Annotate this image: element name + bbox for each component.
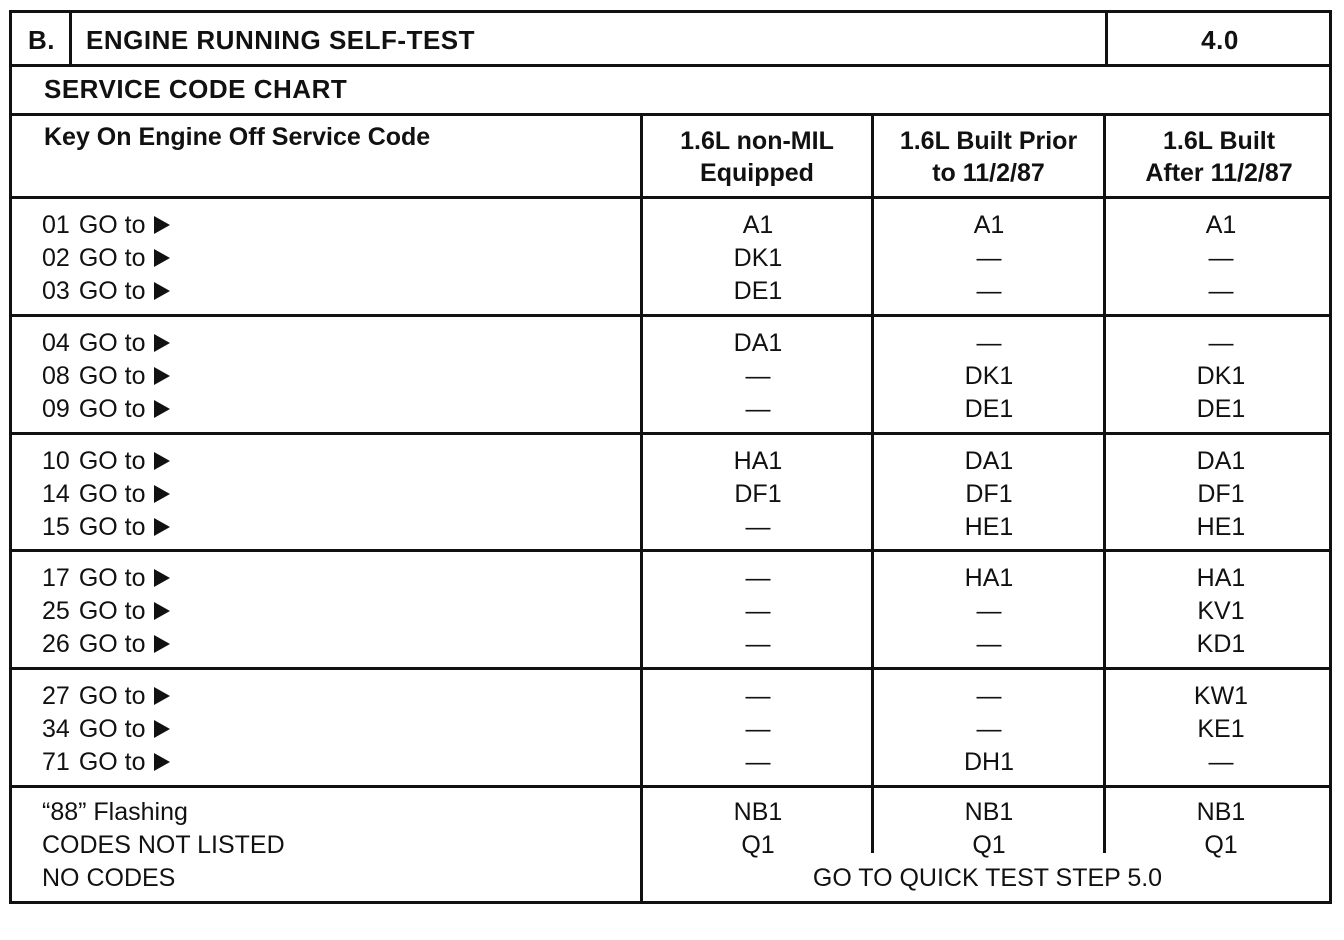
cell-value: KD1: [1196, 630, 1246, 658]
code-number: 27: [42, 682, 70, 710]
code-number: 15: [42, 513, 70, 541]
code-number: 71: [42, 748, 70, 776]
play-arrow-icon: [154, 367, 170, 385]
cell-value: DE1: [964, 395, 1014, 423]
goto-label: GO to: [78, 244, 146, 272]
cell-value: DE1: [733, 277, 783, 305]
cell-value: —: [745, 362, 771, 390]
service-code: [42, 746, 170, 779]
cell-value: —: [745, 564, 771, 592]
goto-label: GO to: [78, 480, 146, 508]
service-code: [42, 393, 170, 426]
cell-value: —: [745, 513, 771, 541]
divider: [12, 314, 1329, 317]
column-header-built-after: [1106, 125, 1332, 189]
cell-value: KE1: [1197, 715, 1245, 743]
code-number: 08: [42, 362, 70, 390]
divider: [12, 196, 1329, 199]
cell-value: KW1: [1193, 682, 1249, 710]
cell-value: DA1: [1196, 447, 1246, 475]
play-arrow-icon: [154, 753, 170, 771]
cell-value: —: [1208, 277, 1234, 305]
goto-label: GO to: [78, 682, 146, 710]
goto-label: GO to: [78, 211, 146, 239]
cell-value: —: [976, 244, 1002, 272]
cell-value: DE1: [1196, 395, 1246, 423]
cell-value: A1: [973, 211, 1005, 239]
code-number: 17: [42, 564, 70, 592]
cell-value: —: [1208, 748, 1234, 776]
divider: [12, 432, 1329, 435]
cell-value: NB1: [1196, 798, 1246, 826]
goto-label: GO to: [78, 277, 146, 305]
quick-test-instruction: GO TO QUICK TEST STEP 5.0: [812, 864, 1163, 892]
cell-value: HA1: [733, 447, 783, 475]
cell-value: DK1: [964, 362, 1014, 390]
cell-value: —: [976, 630, 1002, 658]
cell-value: —: [745, 715, 771, 743]
divider: [12, 549, 1329, 552]
cell-value: NB1: [964, 798, 1014, 826]
cell-value: —: [976, 715, 1002, 743]
play-arrow-icon: [154, 400, 170, 418]
column-header-line: 1.6L Built: [1162, 127, 1276, 155]
service-code: [42, 511, 170, 544]
service-code: [42, 209, 170, 242]
code-number: 14: [42, 480, 70, 508]
cell-value: A1: [742, 211, 774, 239]
column-header-code: Key On Engine Off Service Code: [44, 123, 431, 151]
goto-label: GO to: [78, 395, 146, 423]
cell-value: —: [976, 277, 1002, 305]
play-arrow-icon: [154, 282, 170, 300]
code-number: 01: [42, 211, 70, 239]
play-arrow-icon: [154, 720, 170, 738]
cell-value: DH1: [963, 748, 1014, 776]
goto-label: GO to: [78, 447, 146, 475]
code-number: 34: [42, 715, 70, 743]
cell-value: NB1: [733, 798, 783, 826]
service-code: [42, 327, 170, 360]
column-header-line: to 11/2/87: [932, 159, 1045, 187]
play-arrow-icon: [154, 602, 170, 620]
cell-value: —: [745, 682, 771, 710]
column-header-line: 1.6L Built Prior: [899, 127, 1078, 155]
cell-value: —: [745, 597, 771, 625]
cell-value: HA1: [1196, 564, 1246, 592]
play-arrow-icon: [154, 334, 170, 352]
goto-label: GO to: [78, 748, 146, 776]
service-code: [42, 445, 170, 478]
page-title: ENGINE RUNNING SELF-TEST: [86, 25, 476, 55]
code-number: 25: [42, 597, 70, 625]
code-number: 04: [42, 329, 70, 357]
cell-value: —: [976, 329, 1002, 357]
cell-value: HE1: [964, 513, 1014, 541]
column-header-non-mil: [643, 125, 871, 189]
play-arrow-icon: [154, 569, 170, 587]
play-arrow-icon: [154, 635, 170, 653]
cell-value: DA1: [733, 329, 783, 357]
play-arrow-icon: [154, 485, 170, 503]
service-code-chart: [9, 10, 1332, 904]
cell-value: —: [976, 597, 1002, 625]
footer-label-not-listed: CODES NOT LISTED: [42, 831, 285, 859]
cell-value: DF1: [734, 480, 782, 508]
goto-label: GO to: [78, 513, 146, 541]
cell-value: DK1: [733, 244, 783, 272]
service-code: [42, 275, 170, 308]
play-arrow-icon: [154, 216, 170, 234]
goto-label: GO to: [78, 715, 146, 743]
cell-value: DK1: [1196, 362, 1246, 390]
goto-label: GO to: [78, 329, 146, 357]
service-code: [42, 360, 170, 393]
cell-value: Q1: [741, 831, 775, 859]
cell-value: DF1: [1197, 480, 1245, 508]
section-label: B.: [28, 25, 55, 55]
column-header-line: Equipped: [700, 159, 814, 187]
cell-value: Q1: [972, 831, 1006, 859]
play-arrow-icon: [154, 452, 170, 470]
goto-label: GO to: [78, 597, 146, 625]
cell-value: —: [1208, 329, 1234, 357]
divider: [69, 13, 72, 64]
service-code: [42, 713, 170, 746]
goto-label: GO to: [78, 630, 146, 658]
divider: [12, 113, 1329, 116]
divider: [12, 64, 1329, 67]
footer-label-flashing: “88” Flashing: [42, 798, 188, 826]
cell-value: Q1: [1204, 831, 1238, 859]
cell-value: A1: [1205, 211, 1237, 239]
footer-label-no-codes: NO CODES: [42, 864, 176, 892]
play-arrow-icon: [154, 518, 170, 536]
cell-value: —: [1208, 244, 1234, 272]
code-number: 02: [42, 244, 70, 272]
column-header-built-prior: [874, 125, 1103, 189]
cell-value: HA1: [964, 564, 1014, 592]
service-code: [42, 242, 170, 275]
column-header-line: After 11/2/87: [1145, 159, 1293, 187]
service-code: [42, 478, 170, 511]
code-number: 09: [42, 395, 70, 423]
service-code: [42, 562, 170, 595]
code-number: 10: [42, 447, 70, 475]
divider: [12, 785, 1329, 788]
goto-label: GO to: [78, 362, 146, 390]
column-header-line: 1.6L non-MIL: [680, 127, 834, 155]
cell-value: —: [745, 395, 771, 423]
code-number: 03: [42, 277, 70, 305]
goto-label: GO to: [78, 564, 146, 592]
cell-value: —: [745, 748, 771, 776]
cell-value: DA1: [964, 447, 1014, 475]
step-number: 4.0: [1201, 25, 1239, 55]
cell-value: —: [976, 682, 1002, 710]
cell-value: KV1: [1197, 597, 1245, 625]
play-arrow-icon: [154, 687, 170, 705]
service-code: [42, 680, 170, 713]
chart-subtitle: SERVICE CODE CHART: [44, 74, 348, 104]
play-arrow-icon: [154, 249, 170, 267]
service-code: [42, 595, 170, 628]
cell-value: DF1: [965, 480, 1013, 508]
cell-value: —: [745, 630, 771, 658]
cell-value: HE1: [1196, 513, 1246, 541]
service-code: [42, 628, 170, 661]
code-number: 26: [42, 630, 70, 658]
divider: [12, 667, 1329, 670]
